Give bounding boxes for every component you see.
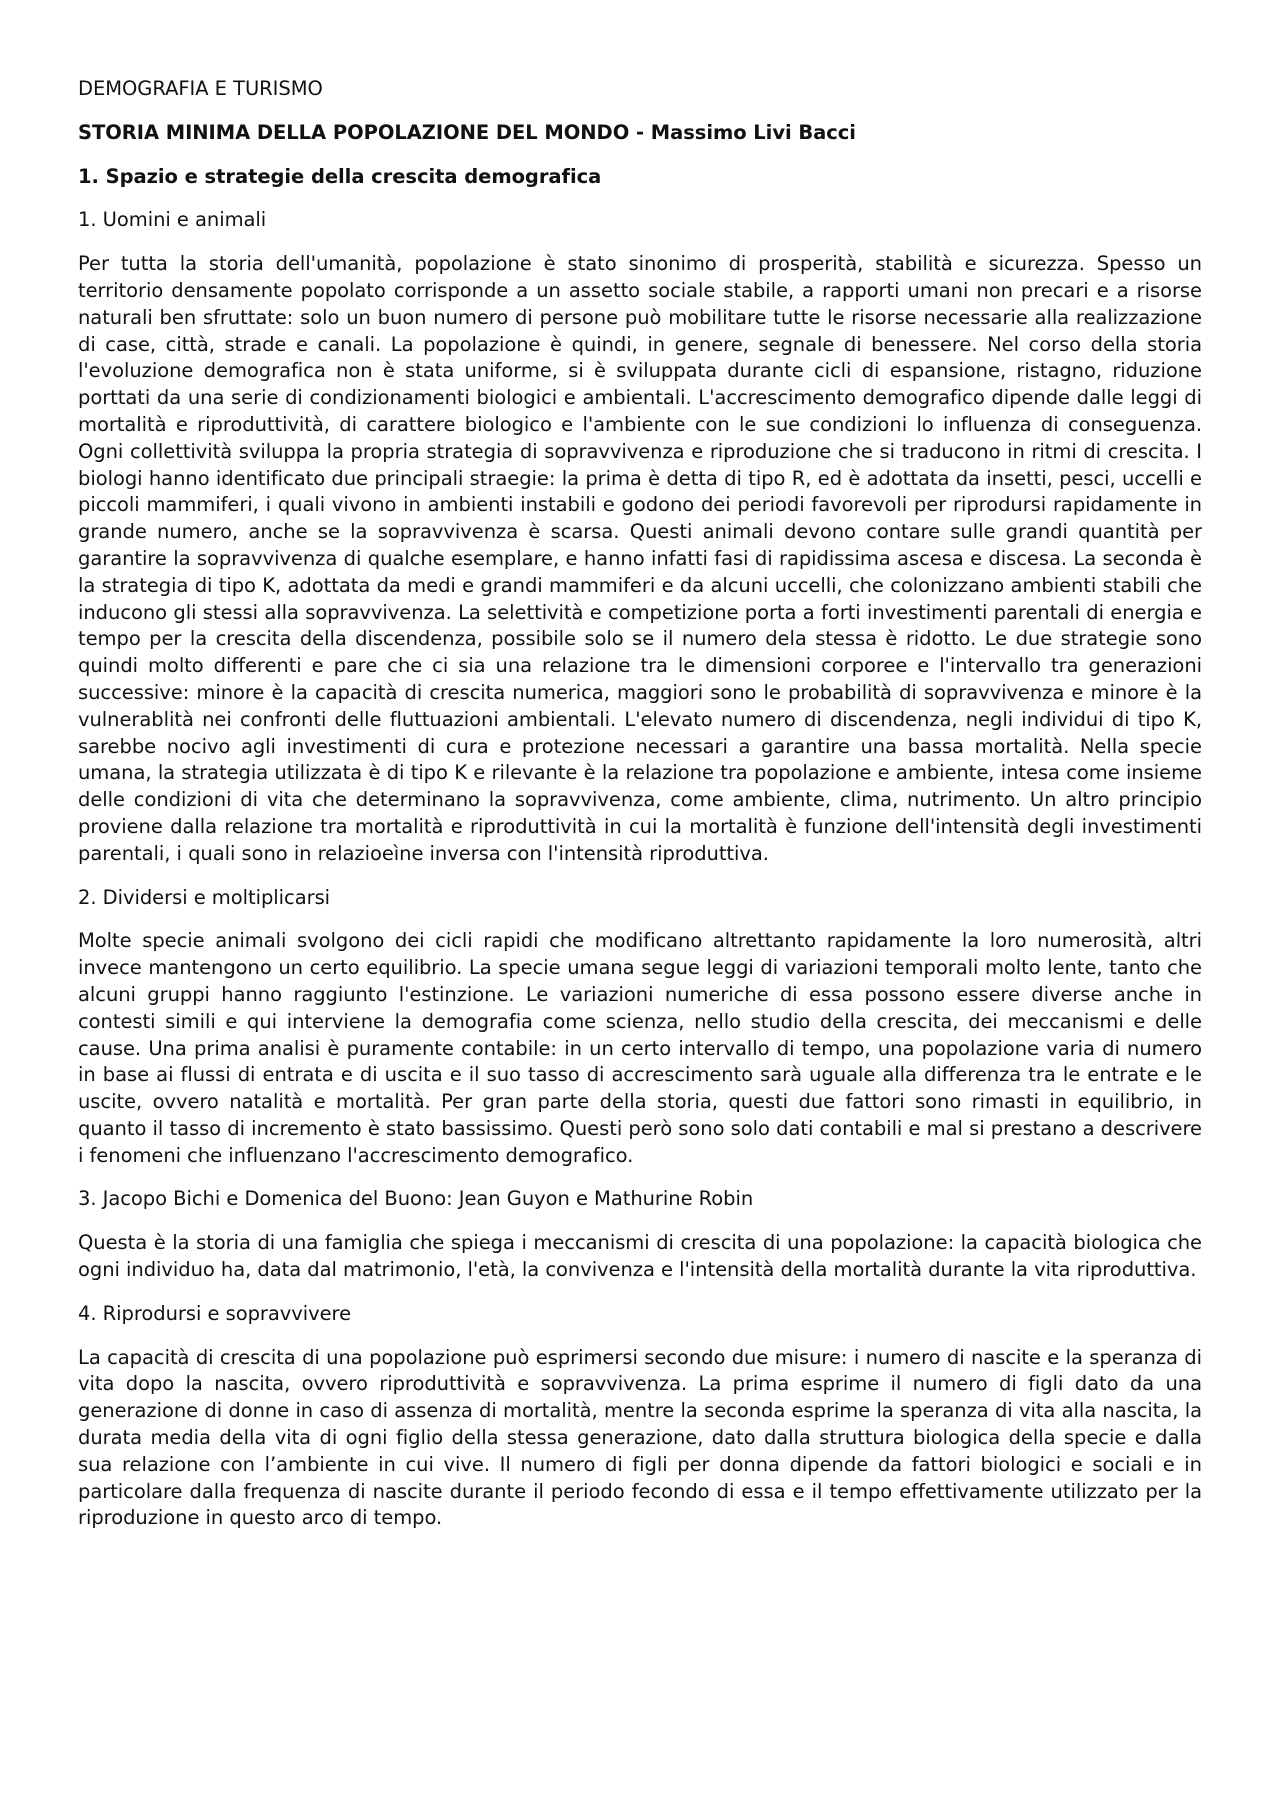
section-paragraph: Per tutta la storia dell'umanità, popolazione è stato sinonimo di prosperità, stabilità e sicurezza. Spesso un territorio densamente popolato corrisponde a un assetto sociale stabile, a rapporti umani non precari e a risorse naturali ben sfruttate: solo un buon numero di persone può mobilitare tutte le risorse necessarie alla realizzazione di case, città, strade e canali. La popolazione è quindi, in genere, segnale di benessere. Nel corso della storia l'evoluzione demografica non è stata uniforme, si è sviluppata durante cicli di espansione, ristagno, riduzione porttati da una serie di condizionamenti biologici e ambientali. L'accrescimento demografico dipende dalle leggi di mortalità e riproduttività, di carattere biologico e l'ambiente con le sue condizioni lo influenza di conseguenza. Ogni collettività sviluppa la propria strategia di sopravvivenza e riproduzione che si traducono in ritmi di crescita. I biologi hanno identificato due principali straegie: la prima è detta di tipo R, ed è adottata da insetti, pesci, uccelli e piccoli mammiferi, i quali vivono in ambienti instabili e godono dei periodi favorevoli per riprodursi rapidamente in grande numero, anche se la sopravvivenza è scarsa. Questi animali devono contare sulle grandi quantità per garantire la sopravvivenza di qualche esemplare, e hanno infatti fasi di rapidissima ascesa e discesa. La seconda è la strategia di tipo K, adottata da medi e grandi mammiferi e da alcuni uccelli, che colonizzano ambienti stabili che inducono gli stessi alla sopravvivenza. La selettività e competizione porta a forti investimenti parentali di energia e tempo per la crescita della discendenza, possibile solo se il numero dela stessa è ridotto. Le due strategie sono quindi molto differenti e pare che ci sia una relazione tra le dimensioni corporee e l'intervallo tra generazioni successive: minore è la capacità di crescita numerica, maggiori sono le probabilità di sopravvivenza e minore è la vulnerablità nei confronti delle fluttuazioni ambientali. L'elevato numero di discendenza, negli individui di tipo K, sarebbe nocivo agli investimenti di cura e protezione necessari a garantire una bassa mortalità. Nella specie umana, la strategia utilizzata è di tipo K e rilevante è la relazione tra popolazione e ambiente, intesa come insieme delle condizioni di vita che determinano la sopravvivenza, come ambiente, clima, nutrimento. Un altro principio proviene dalla relazione tra mortalità e riproduttività in cui la mortalità è funzione dell'intensità degli investimenti parentali, i quali sono in relazioeìne inversa con l'intensità riproduttiva. bbox=[78, 252, 1202, 865]
chapter-heading: 1. Spazio e strategie della crescita demografica bbox=[78, 164, 602, 188]
document-title: STORIA MINIMA DELLA POPOLAZIONE DEL MONDO - Massimo Livi Bacci bbox=[78, 120, 856, 144]
section-heading: 4. Riprodursi e sopravvivere bbox=[78, 1301, 352, 1325]
section-paragraph: La capacità di crescita di una popolazione può esprimersi secondo due misure: i numero di nascite e la speranza di vita dopo la nascita, ovvero riproduttività e sopravvivenza. La prima esprime il numero di figli dato da una generazione di donne in caso di assenza di mortalità, mentre la seconda esprime la speranza di vita alla nascita, la durata media della vita di ogni figlio della stessa generazione, dato dalla struttura biologica della specie e dalla sua relazione con l’ambiente in cui vive. Il numero di figli per donna dipende da fattori biologici e sociali e in particolare dalla frequenza di nascite durante il periodo fecondo di essa e il tempo effettivamente utilizzato per la riproduzione in questo arco di tempo. bbox=[78, 1345, 1202, 1530]
section-heading: 3. Jacopo Bichi e Domenica del Buono: Jean Guyon e Mathurine Robin bbox=[78, 1187, 754, 1211]
section-2 bbox=[78, 885, 1202, 1170]
section-heading: 2. Dividersi e moltiplicarsi bbox=[78, 885, 331, 909]
document-header: DEMOGRAFIA E TURISMO bbox=[78, 77, 323, 100]
section-paragraph: Questa è la storia di una famiglia che spiega i meccanismi di crescita di una popolazione: la capacità biologica che ogni individuo ha, data dal matrimonio, l'età, la convivenza e l'intensità della mortalità durante la vita riproduttiva. bbox=[78, 1231, 1202, 1282]
section-4 bbox=[78, 1301, 1202, 1532]
section-3 bbox=[78, 1186, 1202, 1283]
section-heading: 1. Uomini e animali bbox=[78, 208, 267, 232]
section-paragraph: Molte specie animali svolgono dei cicli rapidi che modificano altrettanto rapidamente la loro numerosità, altri invece mantengono un certo equilibrio. La specie umana segue leggi di variazioni temporali molto lente, tanto che alcuni gruppi hanno raggiunto l'estinzione. Le variazioni numeriche di essa possono essere diverse anche in contesti simili e qui interviene la demografia come scienza, nello studio della crescita, dei meccanismi e delle cause. Una prima analisi è puramente contabile: in un certo intervallo di tempo, una popolazione varia di numero in base ai flussi di entrata e di uscita e il suo tasso di accrescimento sarà uguale alla differenza tra le entrate e le uscite, ovvero natalità e mortalità. Per gran parte della storia, questi due fattori sono rimasti in equilibrio, in quanto il tasso di incremento è stato bassissimo. Questi però sono solo dati contabili e mal si prestano a descrivere i fenomeni che influenzano l'accrescimento demografico. bbox=[78, 929, 1202, 1167]
section-1 bbox=[78, 207, 1202, 867]
document-page bbox=[78, 76, 1202, 1549]
